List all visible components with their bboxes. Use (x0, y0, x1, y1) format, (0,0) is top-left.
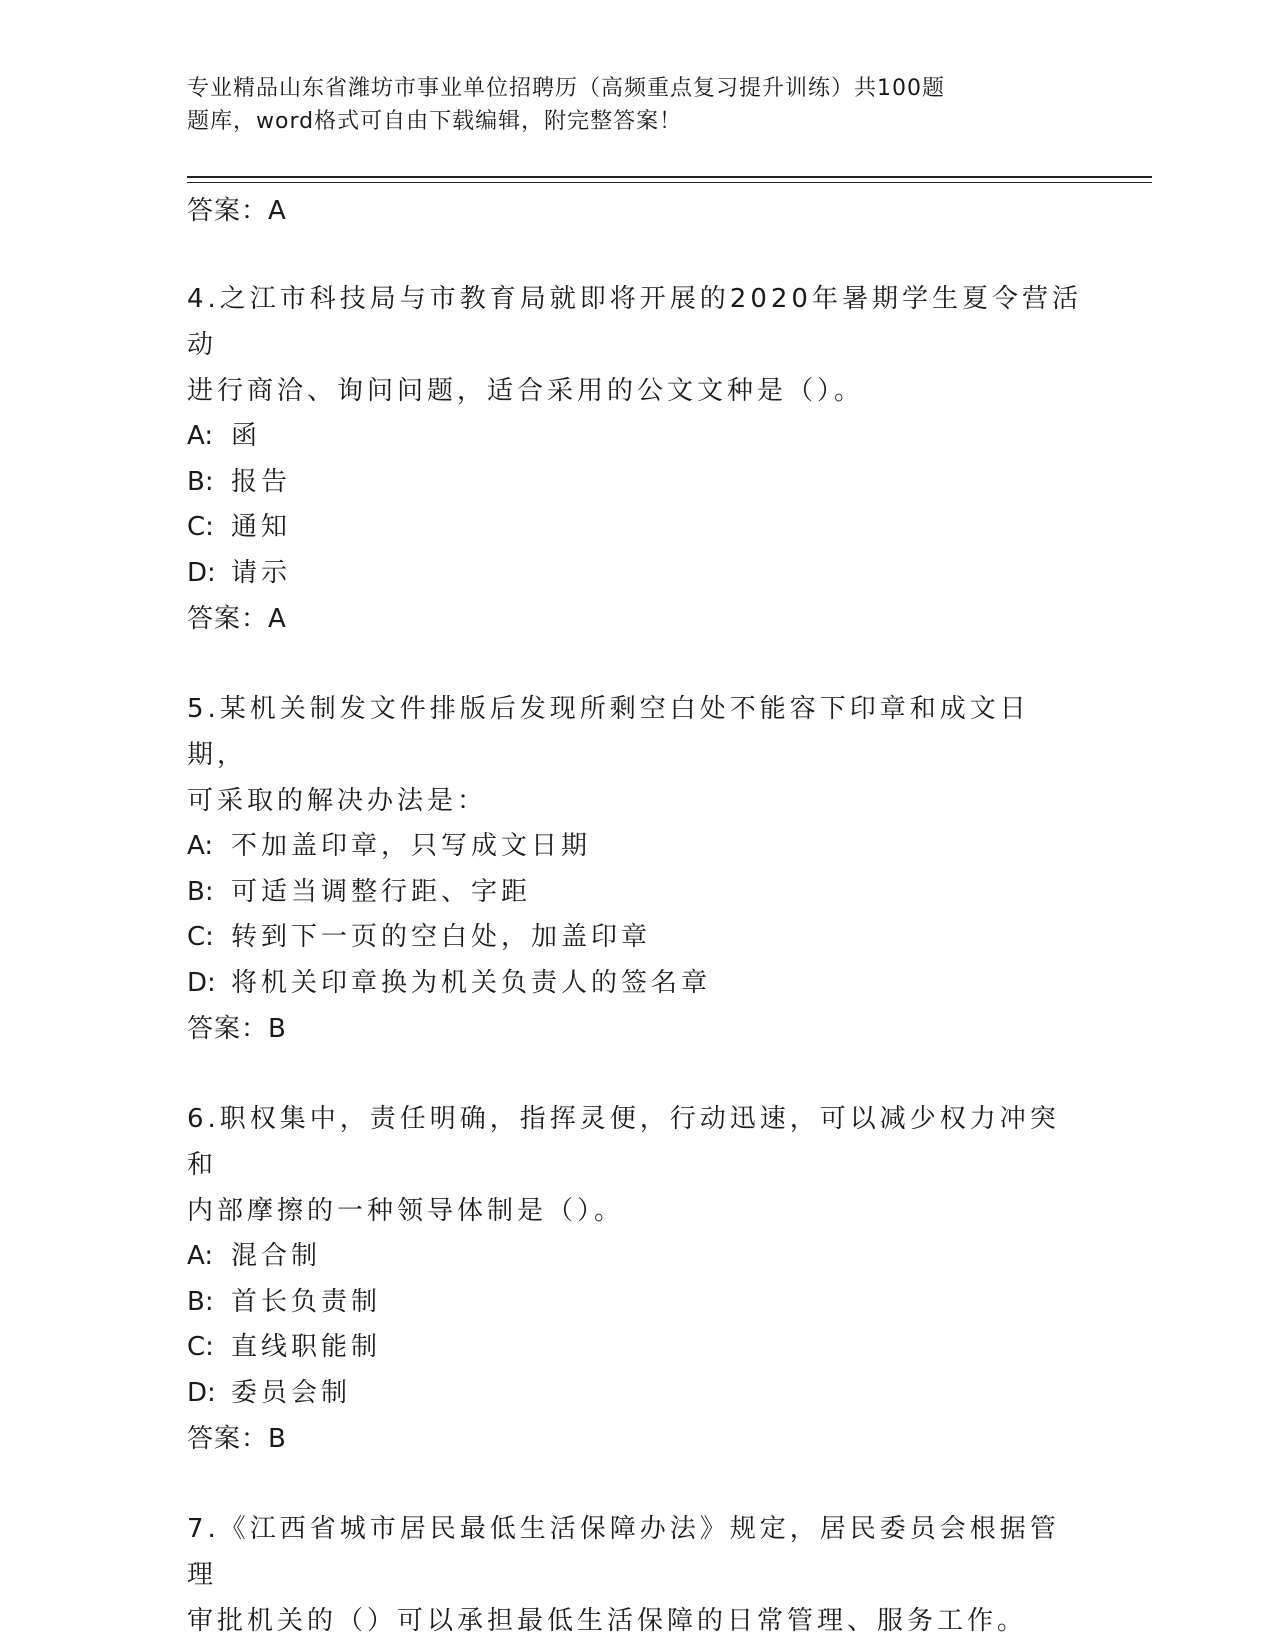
option-key: C: (187, 922, 214, 952)
option-a (187, 824, 1087, 870)
spacer (187, 234, 1087, 276)
option-text: 不加盖印章，只写成文日期 (231, 831, 592, 861)
option-text: 函 (231, 421, 262, 451)
option-key: D: (187, 967, 216, 998)
answer-line: 答案：A (187, 604, 287, 634)
option-b (187, 870, 1087, 916)
question-block (187, 276, 1087, 642)
option-b (187, 1280, 1087, 1326)
question-line: 5.某机关制发文件排版后发现所剩空白处不能容下印章和成文日期， (187, 694, 1030, 770)
option-c (187, 505, 1087, 551)
option-key: C: (187, 1332, 214, 1362)
answer-line: 答案：B (187, 1014, 287, 1044)
option-b (187, 460, 1087, 506)
option-a (187, 414, 1087, 460)
option-key: B: (187, 1286, 214, 1317)
question-line: 进行商洽、询问问题，适合采用的公文文种是（）。 (187, 376, 865, 406)
question-block (187, 686, 1087, 1052)
option-c (187, 1325, 1087, 1371)
question-block (187, 1506, 1087, 1644)
option-key: B: (187, 876, 214, 907)
option-text: 报告 (231, 466, 292, 497)
header-divider-thin (187, 182, 1152, 183)
option-text: 转到下一页的空白处，加盖印章 (231, 922, 652, 952)
question-line: 4.之江市科技局与市教育局就即将开展的2020年暑期学生夏令营活动 (187, 284, 1082, 360)
question-line: 7.《江西省城市居民最低生活保障办法》规定，居民委员会根据管理 (187, 1514, 1060, 1590)
option-text: 直线职能制 (231, 1332, 382, 1362)
document-header (187, 72, 1087, 138)
question-line: 内部摩擦的一种领导体制是（）。 (187, 1196, 625, 1226)
question-line: 审批机关的（）可以承担最低生活保障的日常管理、服务工作。 (187, 1606, 1028, 1636)
spacer (187, 1462, 1087, 1506)
question-line: 6.职权集中，责任明确，指挥灵便，行动迅速，可以减少权力冲突和 (187, 1104, 1060, 1180)
header-line-1: 专业精品山东省潍坊市事业单位招聘历（高频重点复习提升训练）共100题 (187, 76, 945, 101)
answer-line: 答案：B (187, 1424, 287, 1454)
answer-line: 答案：A (187, 196, 287, 226)
option-a (187, 1234, 1087, 1280)
question-list (187, 188, 1087, 1644)
option-d (187, 961, 1087, 1007)
question-line: 可采取的解决办法是： (187, 786, 488, 816)
option-key: D: (187, 557, 216, 588)
option-text: 首长负责制 (231, 1286, 382, 1317)
option-text: 请示 (231, 557, 292, 588)
option-text: 可适当调整行距、字距 (231, 876, 532, 907)
option-key: A: (187, 1241, 214, 1271)
option-key: C: (187, 512, 214, 542)
option-key: D: (187, 1377, 216, 1408)
option-key: B: (187, 466, 214, 497)
option-key: A: (187, 831, 214, 861)
spacer (187, 1052, 1087, 1096)
option-text: 混合制 (231, 1241, 322, 1271)
option-text: 委员会制 (231, 1377, 352, 1408)
question-block (187, 1096, 1087, 1462)
header-line-2: 题库，word格式可自由下载编辑，附完整答案！ (187, 109, 683, 134)
spacer (187, 642, 1087, 686)
header-divider-thick (187, 176, 1152, 178)
option-d (187, 551, 1087, 597)
option-c (187, 915, 1087, 961)
option-d (187, 1371, 1087, 1417)
option-text: 通知 (231, 512, 292, 542)
option-text: 将机关印章换为机关负责人的签名章 (231, 967, 712, 998)
option-key: A: (187, 421, 214, 451)
